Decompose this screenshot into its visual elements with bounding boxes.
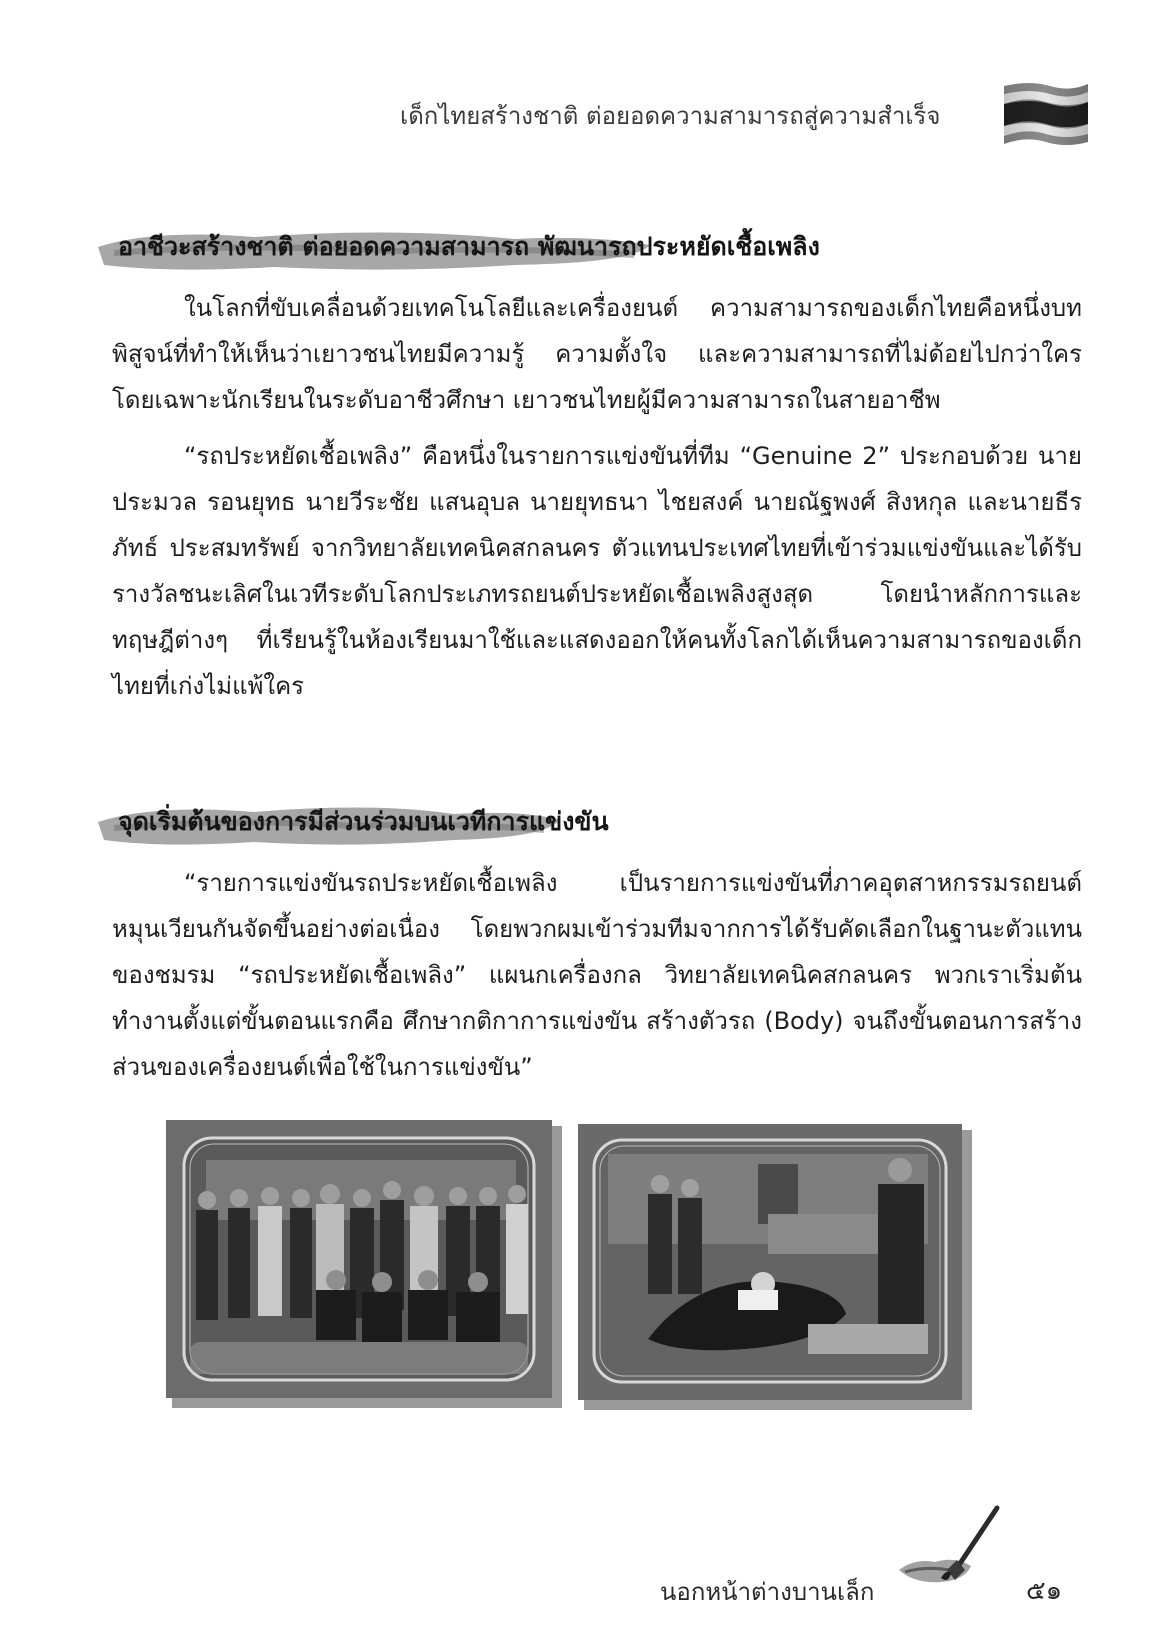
paragraph: “รถประหยัดเชื้อเพลิง” คือหนึ่งในรายการแข่งขันที่ทีม “Genuine 2” ประกอบด้วย นายประมวล รอนยุทธ นายวีระชัย แสนอุบล นายยุทธนา ไชยสงค์ นายณัฐพงศ์ สิงหกุล และนายธีรภัทธ์ ประสมทรัพย์ จากวิทยาลัยเทคนิคสกลนคร ตัวแทนประเทศไทยที่เข้าร่วมแข่งขันและได้รับรางวัลชนะเลิศในเวทีระดับโลกประเภทรถยนต์ประหยัดเชื้อเพลิงสูงสุด โดยนำหลักการและทฤษฎีต่างๆ ที่เรียนรู้ในห้องเรียนมาใช้และแสดงออกให้คนทั้งโลกได้เห็นความสามารถของเด็กไทยที่เก่งไม่แพ้ใคร <box>112 442 1082 700</box>
paragraph: ในโลกที่ขับเคลื่อนด้วยเทคโนโลยีและเครื่องยนต์ ความสามารถของเด็กไทยคือหนึ่งบทพิสูจน์ที่ทำให้เห็นว่าเยาวชนไทยมีความรู้ ความตั้งใจ และความสามารถที่ไม่ด้อยไปกว่าใคร โดยเฉพาะนักเรียนในระดับอาชีวศึกษา เยาวชนไทยผู้มีความสามารถในสายอาชีพ <box>112 294 1082 414</box>
book-title-footer: นอกหน้าต่างบานเล็ก <box>660 1578 875 1606</box>
paintbrush-icon <box>895 1500 1005 1590</box>
section-heading: อาชีวะสร้างชาติ ต่อยอดความสามารถ พัฒนารถประหยัดเชื้อเพลิง <box>118 232 820 261</box>
paragraph: “รายการแข่งขันรถประหยัดเชื้อเพลิง เป็นรายการแข่งขันที่ภาคอุตสาหกรรมรถยนต์หมุนเวียนกันจัดขึ้นอย่างต่อเนื่อง โดยพวกผมเข้าร่วมทีมจากการได้รับคัดเลือกในฐานะตัวแทนของชมรม “รถประหยัดเชื้อเพลิง” แผนกเครื่องกล วิทยาลัยเทคนิคสกลนคร พวกเราเริ่มต้นทำงานตั้งแต่ขั้นตอนแรกคือ ศึกษากติกาการแข่งขัน สร้างตัวรถ (Body) จนถึงขั้นตอนการสร้างส่วนของเครื่องยนต์เพื่อใช้ในการแข่งขัน” <box>112 869 1082 1081</box>
page-number: ๕๑ <box>1026 1576 1063 1606</box>
section-heading: จุดเริ่มต้นของการมีส่วนร่วมบนเวทีการแข่งขัน <box>118 807 609 836</box>
running-header: เด็กไทยสร้างชาติ ต่อยอดความสามารถสู่ความสำเร็จ <box>400 102 941 130</box>
thai-flag-icon <box>1000 80 1092 152</box>
team-group-photo <box>166 1120 564 1414</box>
car-driver-photo <box>578 1124 974 1416</box>
section-1 <box>112 225 1082 709</box>
section-2 <box>112 800 1082 1090</box>
